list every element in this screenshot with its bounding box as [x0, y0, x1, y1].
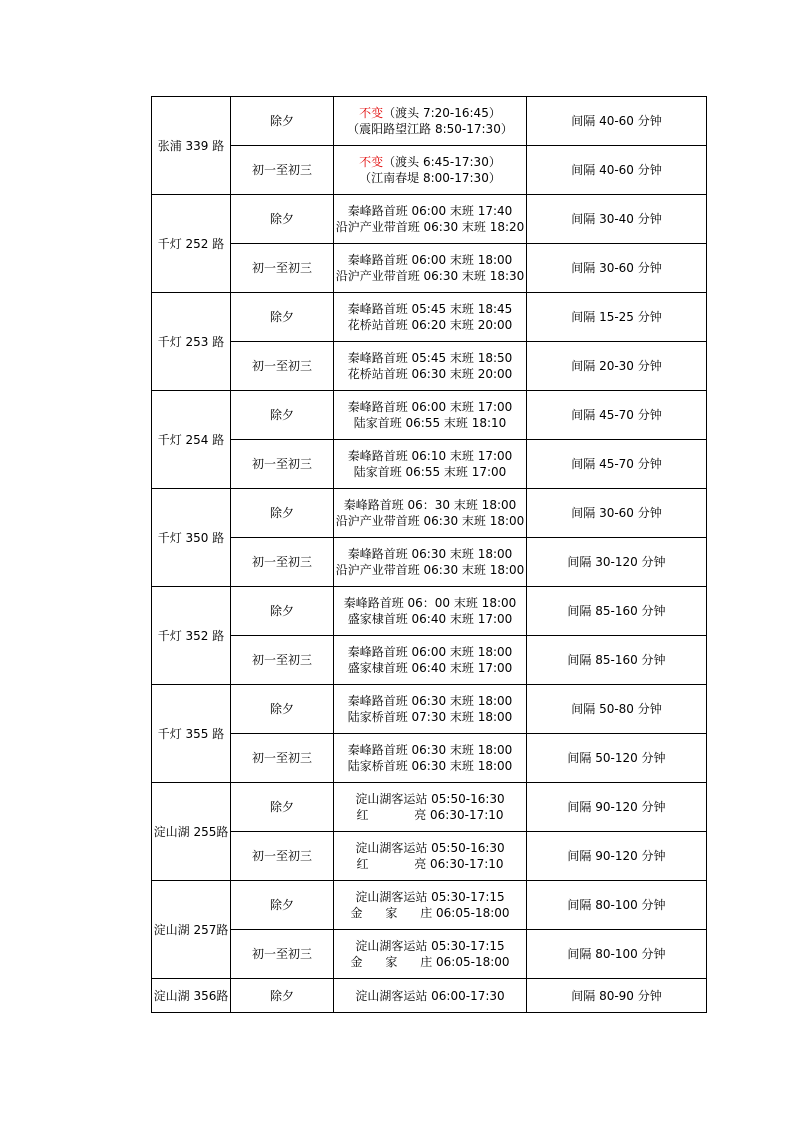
schedule-row — [152, 489, 707, 538]
time-text: 淀山湖客运站 06:00-17:30 — [355, 988, 505, 1003]
time-text: 秦峰路首班 06:00 末班 17:40 — [347, 204, 513, 218]
service-period: 初一至初三 — [231, 440, 334, 489]
time-text: 红 亮 06:30-17:10 — [356, 808, 504, 822]
time-line — [334, 709, 526, 725]
time-text: （渡头 7:20-16:45） — [383, 106, 501, 120]
time-text: 陆家桥首班 06:30 末班 18:00 — [347, 759, 513, 773]
service-times — [334, 342, 527, 391]
unchanged-note: 不变 — [359, 106, 384, 120]
time-text: 淀山湖客运站 05:30-17:15 — [355, 890, 505, 904]
time-text: （渡头 6:45-17:30） — [383, 155, 501, 169]
service-times — [334, 391, 527, 440]
time-line — [334, 366, 526, 382]
route-name: 千灯 254 路 — [152, 391, 231, 489]
service-times — [334, 636, 527, 685]
time-line — [334, 415, 526, 431]
time-line — [334, 840, 526, 856]
service-interval: 间隔 80-100 分钟 — [527, 881, 707, 930]
service-times — [334, 538, 527, 587]
time-text: 金 家 庄 06:05-18:00 — [350, 955, 510, 969]
schedule-row — [152, 636, 707, 685]
time-line — [334, 154, 526, 170]
time-text: 秦峰路首班 06:10 末班 17:00 — [347, 449, 513, 463]
time-text: 沿沪产业带首班 06:30 末班 18:20 — [335, 220, 525, 234]
service-period: 初一至初三 — [231, 930, 334, 979]
service-times — [334, 881, 527, 930]
time-text: 陆家桥首班 07:30 末班 18:00 — [347, 710, 513, 724]
time-line — [334, 203, 526, 219]
route-name: 淀山湖 257路 — [152, 881, 231, 979]
time-line — [334, 399, 526, 415]
schedule-row — [152, 979, 707, 1013]
service-period: 除夕 — [231, 587, 334, 636]
service-times — [334, 930, 527, 979]
service-interval: 间隔 80-90 分钟 — [527, 979, 707, 1013]
service-times — [334, 244, 527, 293]
time-text: 花桥站首班 06:30 末班 20:00 — [347, 367, 513, 381]
route-name: 千灯 252 路 — [152, 195, 231, 293]
route-name: 淀山湖 255路 — [152, 783, 231, 881]
service-times — [334, 293, 527, 342]
time-line — [334, 317, 526, 333]
time-line — [334, 105, 526, 121]
service-times — [334, 832, 527, 881]
service-times — [334, 489, 527, 538]
service-period: 初一至初三 — [231, 146, 334, 195]
service-period: 除夕 — [231, 97, 334, 146]
service-period: 除夕 — [231, 293, 334, 342]
time-text: 秦峰路首班 06:00 末班 18:00 — [347, 645, 513, 659]
service-interval: 间隔 30-40 分钟 — [527, 195, 707, 244]
time-line — [334, 807, 526, 823]
schedule-body — [152, 97, 707, 1013]
schedule-row — [152, 244, 707, 293]
time-text: 金 家 庄 06:05-18:00 — [350, 906, 510, 920]
time-line — [334, 513, 526, 529]
service-times — [334, 783, 527, 832]
time-text: 花桥站首班 06:20 末班 20:00 — [347, 318, 513, 332]
schedule-row — [152, 293, 707, 342]
time-line — [334, 954, 526, 970]
route-name: 张浦 339 路 — [152, 97, 231, 195]
service-interval: 间隔 45-70 分钟 — [527, 391, 707, 440]
time-text: （震阳路望江路 8:50-17:30） — [347, 122, 513, 136]
service-period: 除夕 — [231, 195, 334, 244]
route-name: 千灯 253 路 — [152, 293, 231, 391]
time-text: 秦峰路首班 06:00 末班 18:00 — [347, 253, 513, 267]
time-text: 秦峰路首班 06：00 末班 18:00 — [343, 596, 517, 610]
service-period: 初一至初三 — [231, 636, 334, 685]
service-times — [334, 685, 527, 734]
time-line — [334, 791, 526, 807]
time-text: 秦峰路首班 05:45 末班 18:50 — [347, 351, 513, 365]
time-line — [334, 742, 526, 758]
time-line — [334, 905, 526, 921]
service-interval: 间隔 20-30 分钟 — [527, 342, 707, 391]
time-line — [334, 301, 526, 317]
time-line — [334, 856, 526, 872]
time-text: 秦峰路首班 05:45 末班 18:45 — [347, 302, 513, 316]
time-text: 淀山湖客运站 05:30-17:15 — [355, 939, 505, 953]
service-period: 初一至初三 — [231, 342, 334, 391]
time-line — [334, 988, 526, 1004]
service-period: 初一至初三 — [231, 734, 334, 783]
service-interval: 间隔 40-60 分钟 — [527, 146, 707, 195]
service-interval: 间隔 45-70 分钟 — [527, 440, 707, 489]
service-interval: 间隔 90-120 分钟 — [527, 832, 707, 881]
schedule-row — [152, 734, 707, 783]
schedule-row — [152, 97, 707, 146]
schedule-row — [152, 930, 707, 979]
time-text: 淀山湖客运站 05:50-16:30 — [355, 841, 505, 855]
time-line — [334, 758, 526, 774]
service-period: 除夕 — [231, 391, 334, 440]
time-text: 秦峰路首班 06:30 末班 18:00 — [347, 547, 513, 561]
schedule-row — [152, 881, 707, 930]
unchanged-note: 不变 — [359, 155, 384, 169]
service-interval: 间隔 15-25 分钟 — [527, 293, 707, 342]
time-line — [334, 497, 526, 513]
service-times — [334, 979, 527, 1013]
time-line — [334, 268, 526, 284]
time-text: 沿沪产业带首班 06:30 末班 18:00 — [335, 514, 525, 528]
service-period: 初一至初三 — [231, 832, 334, 881]
time-text: 秦峰路首班 06:00 末班 17:00 — [347, 400, 513, 414]
time-text: 盛家棣首班 06:40 末班 17:00 — [347, 661, 513, 675]
time-line — [334, 448, 526, 464]
time-text: 秦峰路首班 06:30 末班 18:00 — [347, 694, 513, 708]
service-period: 除夕 — [231, 489, 334, 538]
schedule-row — [152, 391, 707, 440]
schedule-row — [152, 342, 707, 391]
service-interval: 间隔 90-120 分钟 — [527, 783, 707, 832]
schedule-row — [152, 538, 707, 587]
time-line — [334, 644, 526, 660]
time-line — [334, 660, 526, 676]
schedule-row — [152, 146, 707, 195]
bus-schedule-table — [151, 96, 707, 1013]
time-text: 秦峰路首班 06：30 末班 18:00 — [343, 498, 517, 512]
service-interval: 间隔 40-60 分钟 — [527, 97, 707, 146]
schedule-row — [152, 440, 707, 489]
service-interval: 间隔 30-120 分钟 — [527, 538, 707, 587]
time-line — [334, 170, 526, 186]
time-text: 陆家首班 06:55 末班 17:00 — [353, 465, 507, 479]
service-period: 初一至初三 — [231, 244, 334, 293]
service-times — [334, 146, 527, 195]
time-text: 陆家首班 06:55 末班 18:10 — [353, 416, 507, 430]
time-line — [334, 252, 526, 268]
route-name: 千灯 355 路 — [152, 685, 231, 783]
time-text: 秦峰路首班 06:30 末班 18:00 — [347, 743, 513, 757]
time-line — [334, 889, 526, 905]
service-period: 除夕 — [231, 685, 334, 734]
schedule-row — [152, 195, 707, 244]
time-text: 沿沪产业带首班 06:30 末班 18:30 — [335, 269, 525, 283]
service-interval: 间隔 30-60 分钟 — [527, 244, 707, 293]
service-interval: 间隔 85-160 分钟 — [527, 636, 707, 685]
service-times — [334, 195, 527, 244]
service-interval: 间隔 80-100 分钟 — [527, 930, 707, 979]
route-name: 千灯 352 路 — [152, 587, 231, 685]
time-line — [334, 546, 526, 562]
time-text: 淀山湖客运站 05:50-16:30 — [355, 792, 505, 806]
time-line — [334, 121, 526, 137]
service-interval: 间隔 85-160 分钟 — [527, 587, 707, 636]
service-period: 初一至初三 — [231, 538, 334, 587]
time-text: 红 亮 06:30-17:10 — [356, 857, 504, 871]
schedule-row — [152, 587, 707, 636]
time-text: （江南春堤 8:00-17:30） — [359, 171, 501, 185]
time-line — [334, 938, 526, 954]
service-times — [334, 97, 527, 146]
time-line — [334, 611, 526, 627]
time-line — [334, 595, 526, 611]
service-period: 除夕 — [231, 881, 334, 930]
time-line — [334, 350, 526, 366]
route-name: 千灯 350 路 — [152, 489, 231, 587]
schedule-row — [152, 832, 707, 881]
time-line — [334, 464, 526, 480]
service-period: 除夕 — [231, 979, 334, 1013]
time-line — [334, 562, 526, 578]
service-times — [334, 587, 527, 636]
service-period: 除夕 — [231, 783, 334, 832]
service-times — [334, 734, 527, 783]
service-interval: 间隔 30-60 分钟 — [527, 489, 707, 538]
time-text: 盛家棣首班 06:40 末班 17:00 — [347, 612, 513, 626]
time-line — [334, 219, 526, 235]
service-times — [334, 440, 527, 489]
schedule-row — [152, 685, 707, 734]
service-interval: 间隔 50-80 分钟 — [527, 685, 707, 734]
service-interval: 间隔 50-120 分钟 — [527, 734, 707, 783]
time-line — [334, 693, 526, 709]
schedule-row — [152, 783, 707, 832]
route-name: 淀山湖 356路 — [152, 979, 231, 1013]
time-text: 沿沪产业带首班 06:30 末班 18:00 — [335, 563, 525, 577]
